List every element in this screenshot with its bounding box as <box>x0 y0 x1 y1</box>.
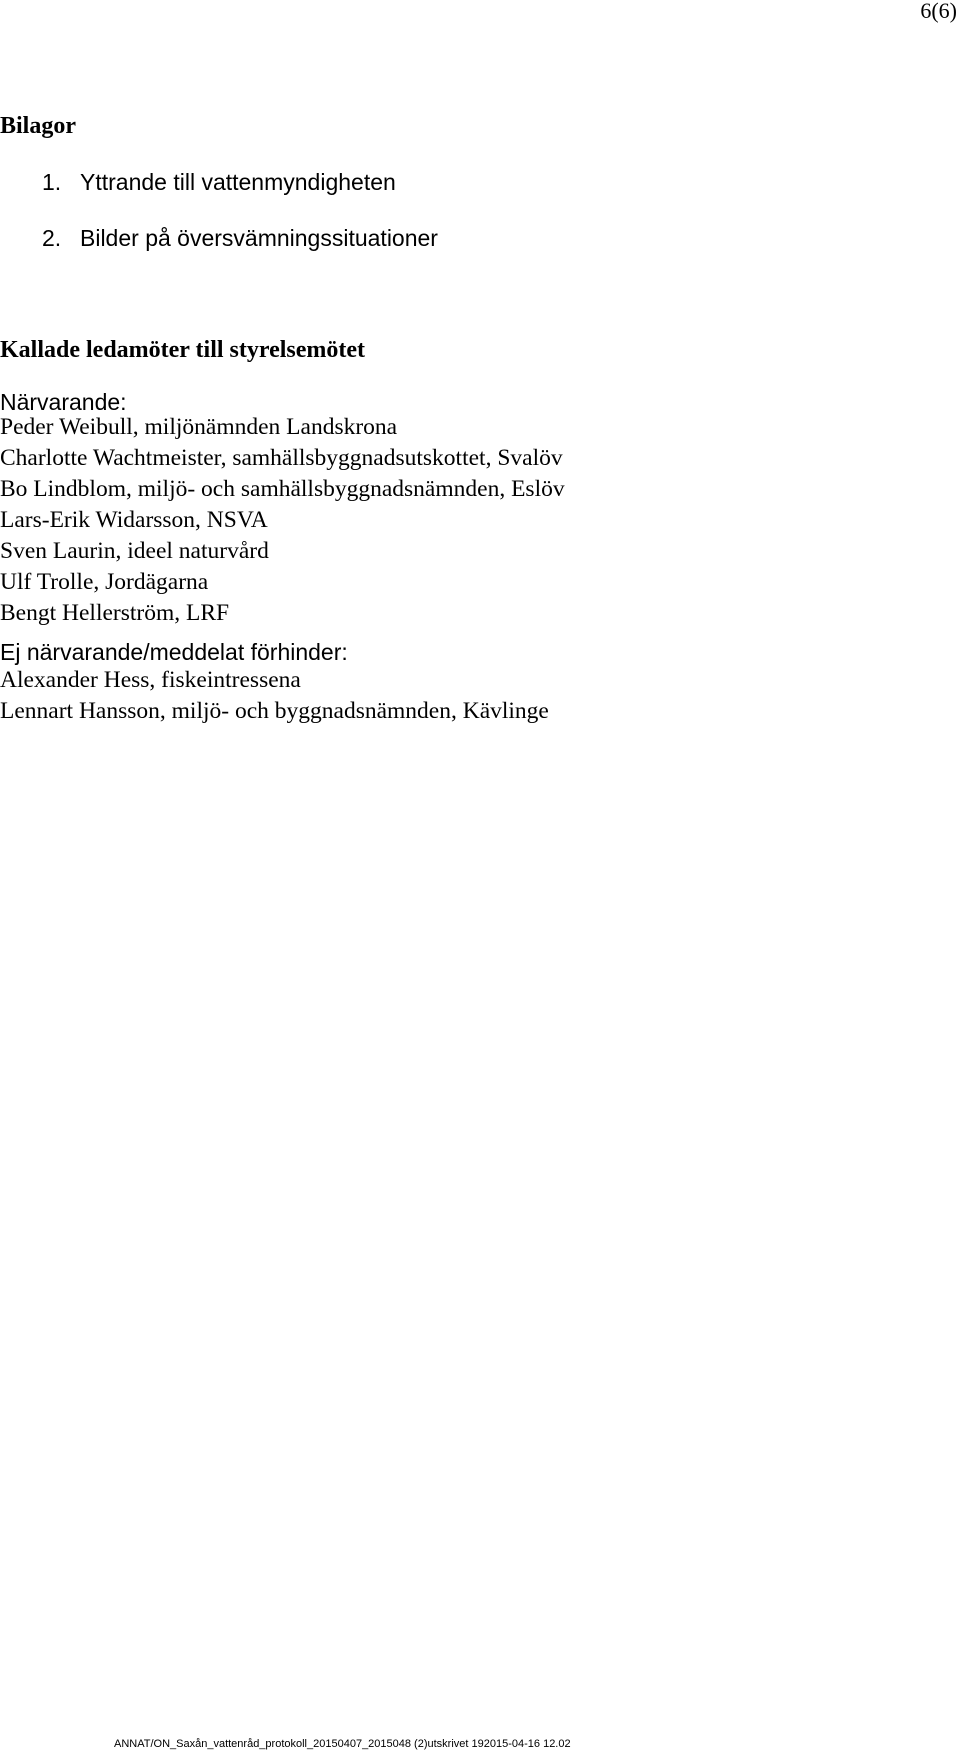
members-heading: Kallade ledamöter till styrelsemötet <box>0 337 366 363</box>
absent-member: Lennart Hansson, miljö- och byggnadsnämnden, Kävlinge <box>0 698 549 724</box>
present-list <box>0 412 565 629</box>
attachment-text: Yttrande till vattenmyndigheten <box>80 169 396 195</box>
present-member: Sven Laurin, ideel naturvård <box>0 538 269 564</box>
present-member: Lars-Erik Widarsson, NSVA <box>0 507 268 533</box>
present-label: Närvarande: <box>0 389 127 415</box>
attachment-text: Bilder på översvämningssituationer <box>80 225 438 251</box>
attachment-number: 1. <box>42 169 62 195</box>
absent-label: Ej närvarande/meddelat förhinder: <box>0 639 348 665</box>
attachment-item <box>42 168 396 196</box>
present-member: Peder Weibull, miljönämnden Landskrona <box>0 414 398 440</box>
present-member: Bo Lindblom, miljö- och samhällsbyggnadsnämnden, Eslöv <box>0 476 565 502</box>
absent-list <box>0 665 549 727</box>
present-member: Bengt Hellerström, LRF <box>0 600 230 626</box>
page-footer: ANNAT/ON_Saxån_vattenråd_protokoll_20150407_2015048 (2)utskrivet 192015-04-16 12.02 <box>114 1738 571 1750</box>
attachment-item <box>42 224 438 252</box>
attachment-number: 2. <box>42 225 62 251</box>
attachments-heading: Bilagor <box>0 113 76 139</box>
page-number: 6(6) <box>920 0 957 23</box>
absent-member: Alexander Hess, fiskeintressena <box>0 667 301 693</box>
present-member: Charlotte Wachtmeister, samhällsbyggnadsutskottet, Svalöv <box>0 445 563 471</box>
present-member: Ulf Trolle, Jordägarna <box>0 569 209 595</box>
